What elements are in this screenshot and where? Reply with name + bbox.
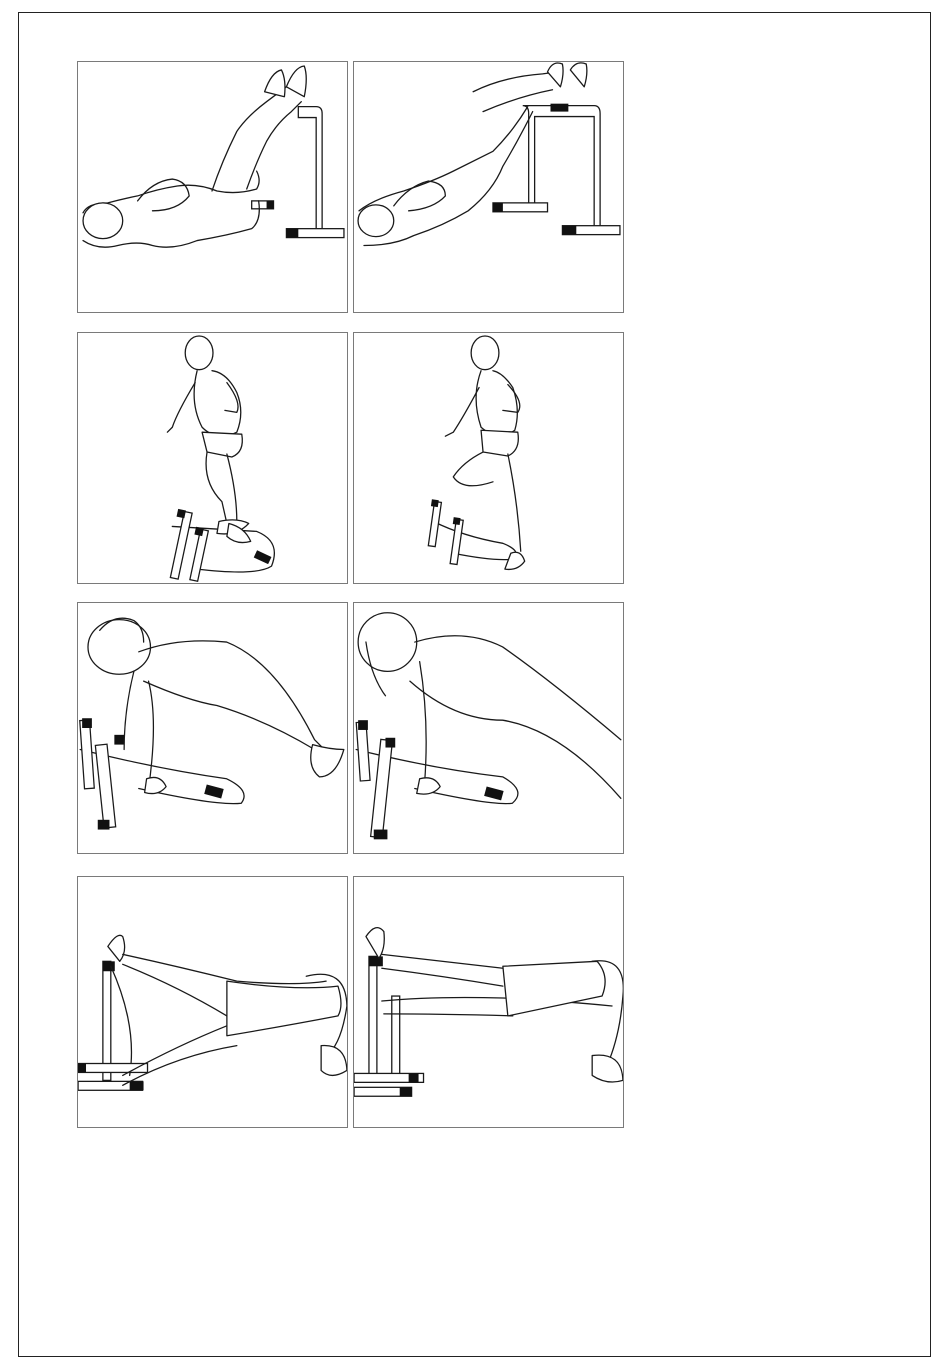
lying-hip-lift-icon	[354, 62, 623, 312]
step-over-knee-up-icon	[354, 333, 623, 583]
lying-leg-raise-start-icon	[78, 62, 347, 312]
exercise-panel-1	[77, 61, 348, 313]
elevated-plank-side-icon	[354, 877, 623, 1127]
incline-push-up-icon	[78, 603, 347, 853]
elevated-plank-icon	[78, 877, 347, 1127]
exercise-panel-6	[353, 602, 624, 854]
step-over-start-icon	[78, 333, 347, 583]
exercise-panel-2	[353, 61, 624, 313]
exercise-panel-8	[353, 876, 624, 1128]
exercise-panel-4	[353, 332, 624, 584]
exercise-panel-3	[77, 332, 348, 584]
exercise-panel-7	[77, 876, 348, 1128]
incline-push-up-lowered-icon	[354, 603, 623, 853]
exercise-panel-5	[77, 602, 348, 854]
